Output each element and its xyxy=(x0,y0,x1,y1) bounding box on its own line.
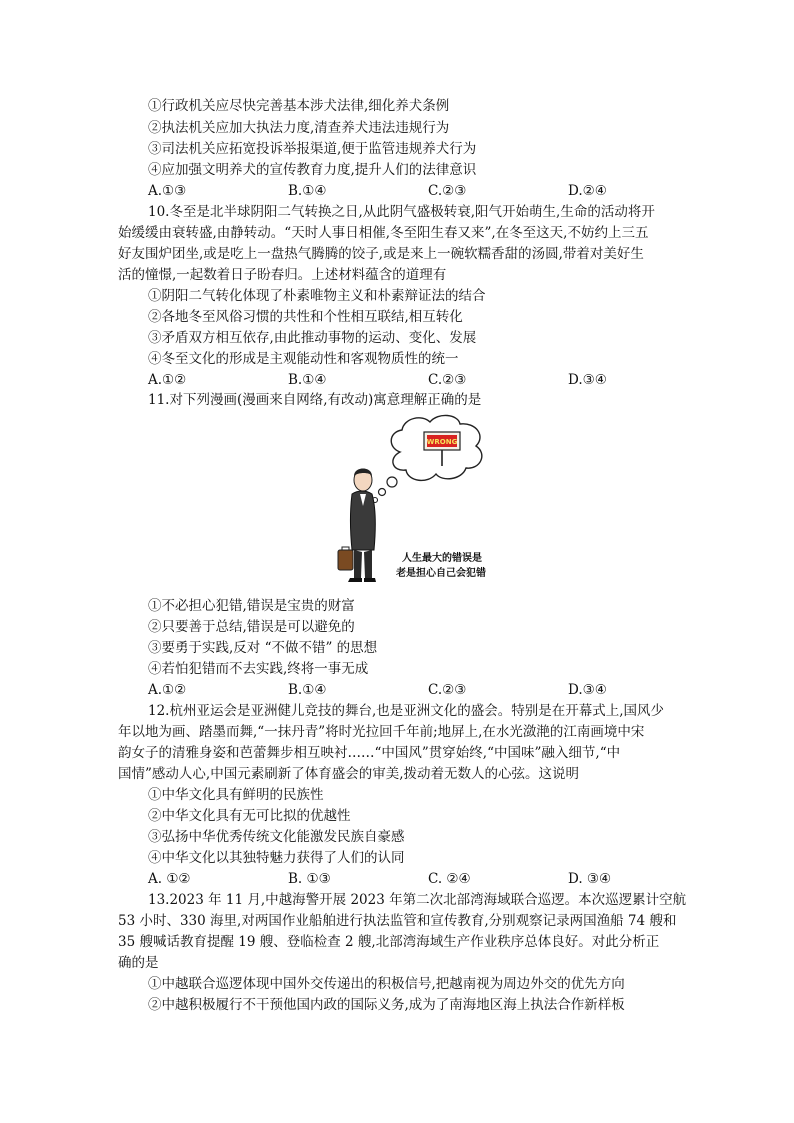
q9-option-4: ④应加强文明养犬的宣传教育力度,提升人们的法律意识 xyxy=(148,162,477,178)
q13-stem-line-3: 35 艘喊话教育提醒 19 艘、登临检查 2 艘,北部湾海域生产作业秩序总体良好。对此分析正 xyxy=(118,934,660,950)
q11-choice-d[interactable]: D.③④ xyxy=(568,682,607,698)
q10-choice-a[interactable]: A.①② xyxy=(148,372,187,388)
q11-choice-b[interactable]: B.①④ xyxy=(288,682,327,698)
q12-option-3: ③弘扬中华优秀传统文化能激发民族自豪感 xyxy=(148,829,405,845)
q9-option-3: ③司法机关应拓宽投诉举报渠道,便于监管违规养犬行为 xyxy=(148,141,477,157)
q9-choice-c[interactable]: C.②③ xyxy=(428,183,467,199)
q12-choices xyxy=(148,869,612,889)
q9-option-2: ②执法机关应加大执法力度,清查养犬违法违规行为 xyxy=(148,120,450,136)
q11-option-2: ②只要善于总结,错误是可以避免的 xyxy=(148,619,355,635)
q10-option-4: ④冬至文化的形成是主观能动性和客观物质性的统一 xyxy=(148,351,459,367)
q12-stem-line-2: 年以地为画、踏墨而舞,“一抹丹青”将时光拉回千年前;地屏上,在水光潋滟的江南画境中宋 xyxy=(118,724,645,740)
q11-stem: 11.对下列漫画(漫画来自网络,有改动)寓意理解正确的是 xyxy=(148,392,482,408)
q10-option-2: ②各地冬至风俗习惯的共性和个性相互联结,相互转化 xyxy=(148,309,463,325)
q9-choices xyxy=(148,181,608,201)
q10-choice-d[interactable]: D.③④ xyxy=(568,372,607,388)
q13-option-2: ②中越积极履行不干预他国内政的国际义务,成为了南海地区海上执法合作新样板 xyxy=(148,997,625,1013)
q12-option-4: ④中华文化以其独特魅力获得了人们的认同 xyxy=(148,850,405,866)
q10-choice-c[interactable]: C.②③ xyxy=(428,372,467,388)
q12-option-1: ①中华文化具有鲜明的民族性 xyxy=(148,787,324,803)
q12-stem-line-1: 12.杭州亚运会是亚洲健儿竞技的舞台,也是亚洲文化的盛会。特别是在开幕式上,国风少 xyxy=(148,703,665,719)
wrong-sign-text: WRONG xyxy=(426,438,458,446)
q11-choices xyxy=(148,680,608,700)
cartoon-caption-line-2: 老是担心自己会犯错 xyxy=(396,568,486,579)
q11-option-3: ③要勇于实践,反对 “不做不错” 的思想 xyxy=(148,640,378,656)
q13-stem-line-2: 53 小时、330 海里,对两国作业船舶进行执法监管和宣传教育,分别观察记录两国渔船 74 艘和 xyxy=(118,913,677,929)
q13-option-1: ①中越联合巡逻体现中国外交传递出的积极信号,把越南视为周边外交的优先方向 xyxy=(148,976,625,992)
q10-choice-b[interactable]: B.①④ xyxy=(288,372,327,388)
cartoon-caption-line-1: 人生最大的错误是 xyxy=(402,553,482,564)
q9-choice-b[interactable]: B.①④ xyxy=(288,183,327,199)
q9-option-1: ①行政机关应尽快完善基本涉犬法律,细化养犬条例 xyxy=(148,98,450,114)
q12-choice-a[interactable]: A. ①② xyxy=(148,871,191,887)
q11-option-1: ①不必担心犯错,错误是宝贵的财富 xyxy=(148,598,355,614)
q12-choice-d[interactable]: D. ③④ xyxy=(568,871,612,887)
q11-choice-a[interactable]: A.①② xyxy=(148,682,187,698)
q10-option-1: ①阴阳二气转化体现了朴素唯物主义和朴素辩证法的结合 xyxy=(148,288,486,304)
q9-choice-a[interactable]: A.①③ xyxy=(148,183,187,199)
q10-stem-line-3: 好友围炉团坐,或是吃上一盘热气腾腾的饺子,或是来上一碗软糯香甜的汤圆,带着对美好生 xyxy=(118,246,644,262)
q10-option-3: ③矛盾双方相互依存,由此推动事物的运动、变化、发展 xyxy=(148,330,477,346)
q10-stem-line-1: 10.冬至是北半球阴阳二气转换之日,从此阴气盛极转衰,阳气开始萌生,生命的活动将开 xyxy=(148,204,655,220)
q10-stem-line-4: 活的憧憬,一起数着日子盼春归。上述材料蕴含的道理有 xyxy=(118,267,447,283)
q11-option-4: ④若怕犯错而不去实践,终将一事无成 xyxy=(148,661,369,677)
q12-stem-line-4: 国情”感动人心,中国元素刷新了体育盛会的审美,拨动着无数人的心弦。这说明 xyxy=(118,766,579,782)
q12-choice-b[interactable]: B. ①③ xyxy=(288,871,331,887)
q12-stem-line-3: 韵女子的清雅身姿和芭蕾舞步相互映衬……“中国风”贯穿始终,“中国味”融入细节,“中 xyxy=(118,745,621,761)
q12-option-2: ②中华文化具有无可比拟的优越性 xyxy=(148,808,351,824)
q10-stem-line-2: 始缓缓由衰转盛,由静转动。“天时人事日相催,冬至阳生春又来”,在冬至这天,不妨约上三五 xyxy=(118,225,649,241)
q10-choices xyxy=(148,370,608,390)
q13-stem-line-4: 确的是 xyxy=(118,955,159,971)
q13-stem-line-1: 13.2023 年 11 月,中越海警开展 2023 年第二次北部湾海域联合巡逻。本次巡逻累计空航 xyxy=(148,892,687,908)
q9-choice-d[interactable]: D.②④ xyxy=(568,183,607,199)
q11-choice-c[interactable]: C.②③ xyxy=(428,682,467,698)
q12-choice-c[interactable]: C. ②④ xyxy=(428,871,471,887)
